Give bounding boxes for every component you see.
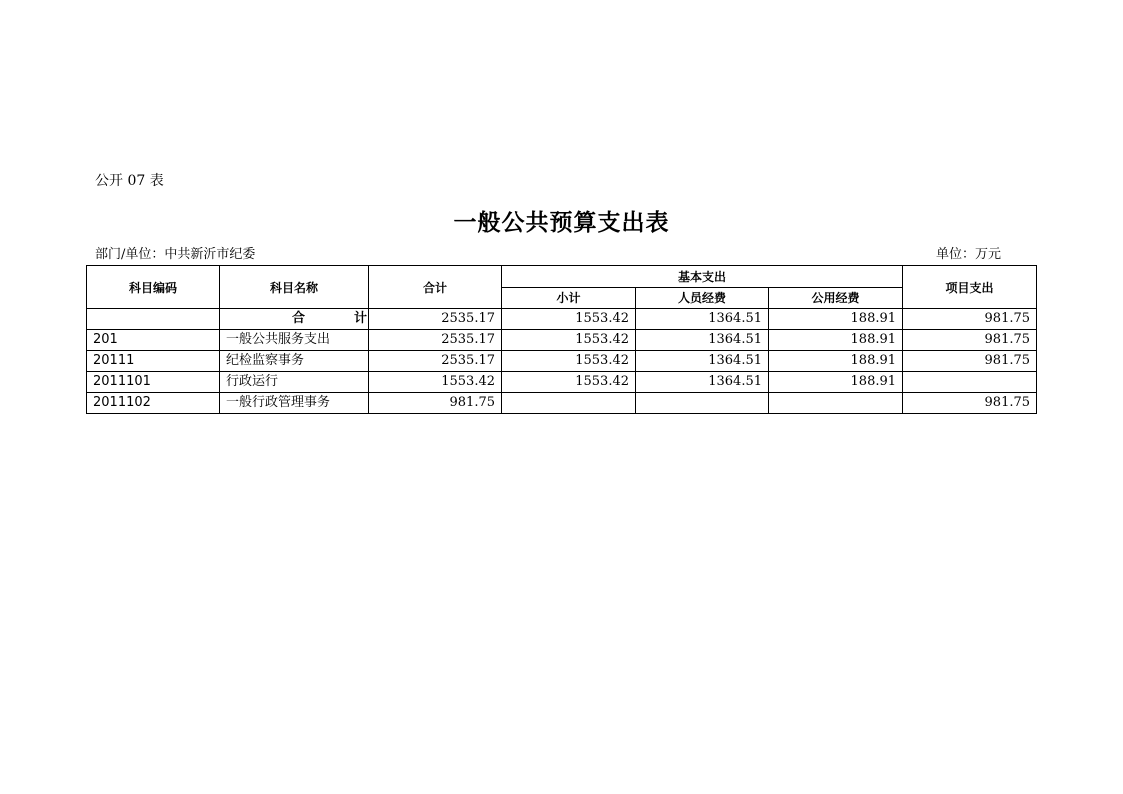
total-label-cell [220, 309, 369, 330]
page-title: 一般公共预算支出表 [453, 209, 670, 236]
personnel-cell: 1364.51 [636, 372, 769, 393]
total-cell: 981.75 [369, 393, 502, 414]
code-cell: 2011101 [87, 372, 220, 393]
table-header [87, 266, 1037, 309]
header-personnel: 人员经费 [636, 287, 769, 309]
total-label-b: 计 [354, 311, 368, 326]
total-project-cell: 981.75 [903, 309, 1037, 330]
total-public-cell: 188.91 [769, 309, 903, 330]
header-total: 合计 [369, 266, 502, 309]
total-total-cell: 2535.17 [369, 309, 502, 330]
project-cell: 981.75 [903, 330, 1037, 351]
table-row [87, 372, 1037, 393]
table-row [87, 351, 1037, 372]
header-basic: 基本支出 [502, 266, 903, 288]
table-row [87, 330, 1037, 351]
subtotal-cell: 1553.42 [502, 351, 636, 372]
total-personnel-cell: 1364.51 [636, 309, 769, 330]
name-cell: 一般行政管理事务 [220, 393, 369, 414]
public-cell: 188.91 [769, 372, 903, 393]
total-code-cell [87, 309, 220, 330]
name-cell: 一般公共服务支出 [220, 330, 369, 351]
budget-table [86, 265, 1037, 414]
project-cell [903, 372, 1037, 393]
table-row [87, 393, 1037, 414]
form-number: 公开 07 表 [95, 173, 164, 189]
code-cell: 201 [87, 330, 220, 351]
project-cell: 981.75 [903, 351, 1037, 372]
header-subtotal: 小计 [502, 287, 636, 309]
public-cell: 188.91 [769, 351, 903, 372]
total-cell: 2535.17 [369, 330, 502, 351]
name-cell: 纪检监察事务 [220, 351, 369, 372]
public-cell [769, 393, 903, 414]
total-label-a: 合 [292, 311, 306, 326]
total-subtotal-cell: 1553.42 [502, 309, 636, 330]
header-name: 科目名称 [220, 266, 369, 309]
header-project: 项目支出 [903, 266, 1037, 309]
header-code: 科目编码 [87, 266, 220, 309]
department-label: 部门/单位：中共新沂市纪委 [95, 247, 256, 262]
subtotal-cell [502, 393, 636, 414]
total-cell: 1553.42 [369, 372, 502, 393]
total-cell: 2535.17 [369, 351, 502, 372]
name-cell: 行政运行 [220, 372, 369, 393]
subtotal-cell: 1553.42 [502, 372, 636, 393]
code-cell: 20111 [87, 351, 220, 372]
subtotal-cell: 1553.42 [502, 330, 636, 351]
project-cell: 981.75 [903, 393, 1037, 414]
personnel-cell: 1364.51 [636, 330, 769, 351]
public-cell: 188.91 [769, 330, 903, 351]
code-cell: 2011102 [87, 393, 220, 414]
personnel-cell: 1364.51 [636, 351, 769, 372]
personnel-cell [636, 393, 769, 414]
table-row-total [87, 309, 1037, 330]
header-public: 公用经费 [769, 287, 903, 309]
unit-label: 单位：万元 [936, 247, 1002, 262]
